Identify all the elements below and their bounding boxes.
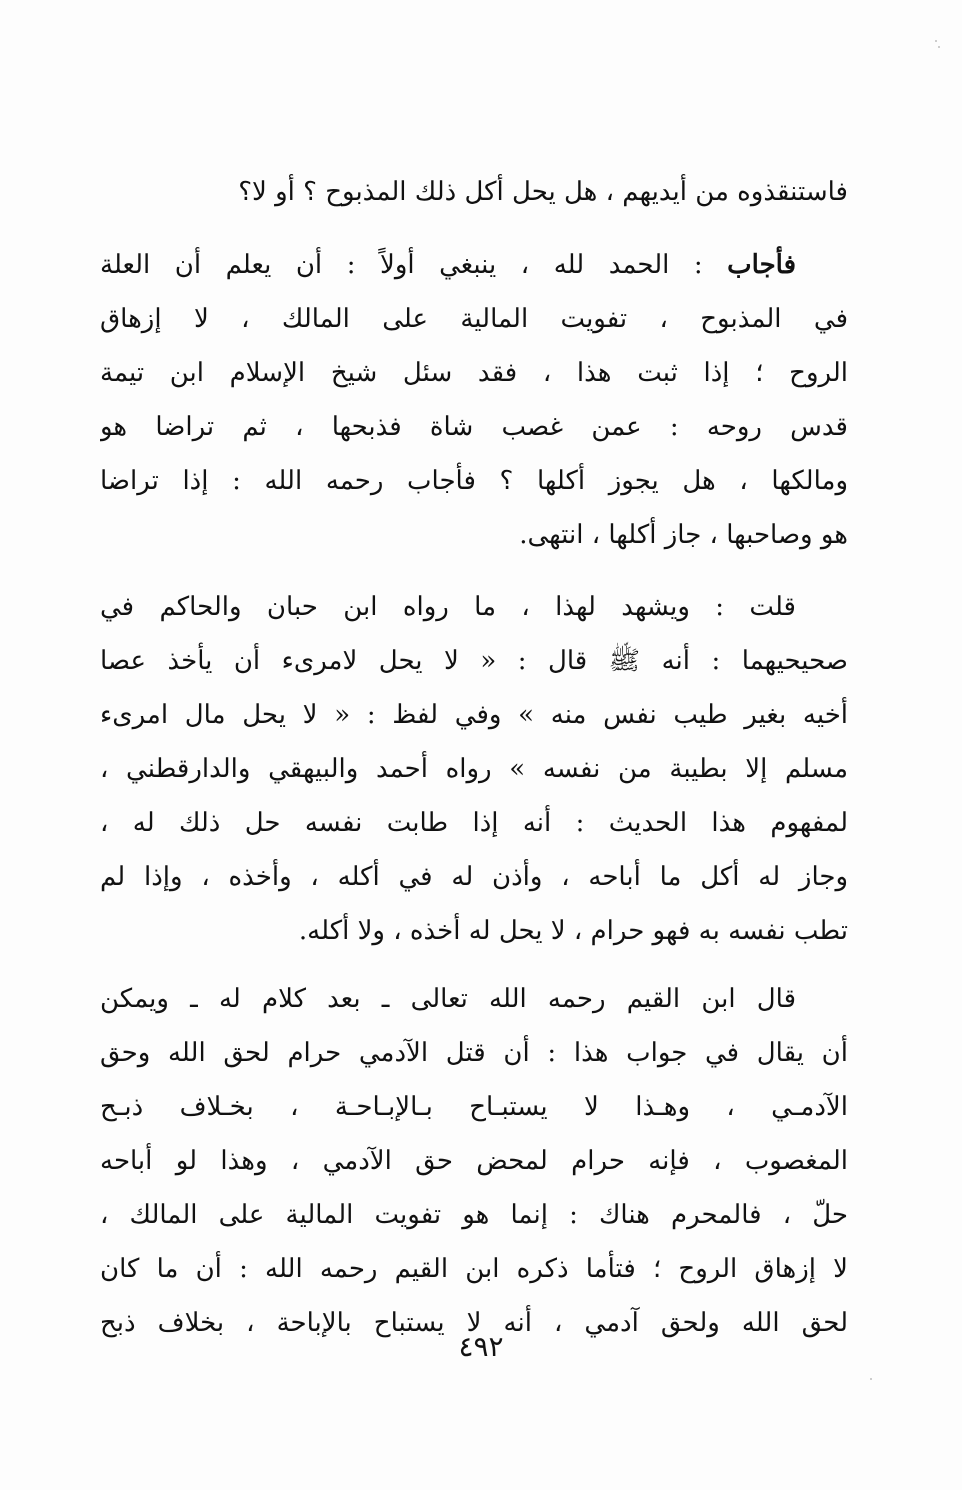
text-line [100, 508, 848, 562]
text-line [100, 1242, 848, 1296]
line-text: قلت : ويشهد لهذا ، ما رواه ابن حبان والحاكم في [100, 592, 796, 622]
line-text: لحق الله ولحق آدمي ، أنه لا يستباح بالإباحة ، بخلاف ذبح [100, 1308, 848, 1338]
line-text: قدس روحه : عمن غصب شاة فذبحها ، ثم تراضا هو [100, 412, 848, 442]
line-text: فاستنقذوه من أيديهم ، هل يحل أكل ذلك المذبوح ؟ أو لا؟ [238, 177, 848, 207]
text-line [100, 292, 848, 346]
line-text: الروح ؛ إذا ثبت هذا ، فقد سئل شيخ الإسلام ابن تيمة [100, 358, 848, 388]
line-text: لمفهوم هذا الحديث : أنه إذا طابت نفسه حل ذلك له ، [100, 808, 848, 838]
text-line [100, 1080, 848, 1134]
text-line [100, 688, 848, 742]
text-line [100, 1134, 848, 1188]
page-number: ٤٩٢ [458, 1330, 504, 1363]
text-line [100, 238, 848, 292]
text-line [100, 1026, 848, 1080]
text-line [100, 454, 848, 508]
line-text: : الحمد لله ، ينبغي أولاً : أن يعلم أن العلة [100, 250, 728, 280]
text-line [100, 580, 848, 634]
line-text: أن يقال في جواب هذا : أن قتل الآدمي حرام لحق الله وحق [100, 1038, 848, 1068]
line-text: هو وصاحبها ، جاز أكلها ، انتهى. [519, 520, 848, 550]
line-text: تطب نفسه به فهو حرام ، لا يحل له أخذه ، ولا أكله. [298, 916, 848, 946]
line-text: لا إزهاق الروح ؛ فتأما ذكره ابن القيم رحمه الله : أن ما كان [100, 1254, 848, 1284]
line-text: ومالكها ، هل يجوز أكلها ؟ فأجاب رحمه الله : إذا تراضا [100, 466, 848, 496]
text-line [100, 346, 848, 400]
text-line [100, 904, 848, 958]
line-text: المغصوب ، فإنه حرام لمحض حق الآدمي ، وهذا لو أباحه [100, 1146, 848, 1176]
line-text: صحيحيهما : أنه ﷺ قال : « لا يحل لامرىء أن يأخذ عصا [100, 646, 848, 676]
line-text: في المذبوح ، تفويت المالية على المالك ، لا إزهاق [100, 304, 848, 334]
line-text: أخيه بغير طيب نفس منه » وفي لفظ : « لا يحل مال امرىء [100, 700, 848, 730]
text-line [100, 1188, 848, 1242]
text-line [100, 742, 848, 796]
text-line [100, 634, 848, 688]
text-line [100, 850, 848, 904]
scan-speck [938, 46, 940, 48]
line-text: قال ابن القيم رحمه الله تعالى ـ بعد كلام له ـ ويمكن [100, 984, 797, 1014]
body-text [100, 0, 848, 1360]
scan-speck [870, 1378, 872, 1380]
line-text: مسلم إلا بطيبة من نفسه » رواه أحمد والبيهقي والدارقطني ، [100, 754, 848, 784]
line-text: الآدمـي ، وهـذا لا يستبـاح بـالإبـاحـة ، بخـلاف ذبـح [100, 1092, 848, 1122]
text-line [100, 796, 848, 850]
line-text: حلّ ، فالمحرم هناك : إنما هو تفويت المالية على المالك ، [100, 1200, 848, 1230]
line-text: وجاز له أكل ما أباحه ، وأذن له في أكله ، وأخذه ، وإذا لم [100, 862, 848, 892]
text-line [100, 165, 848, 219]
text-line [100, 972, 848, 1026]
answer-lead: فأجاب [727, 250, 796, 280]
text-line [100, 400, 848, 454]
scan-speck [935, 40, 937, 42]
